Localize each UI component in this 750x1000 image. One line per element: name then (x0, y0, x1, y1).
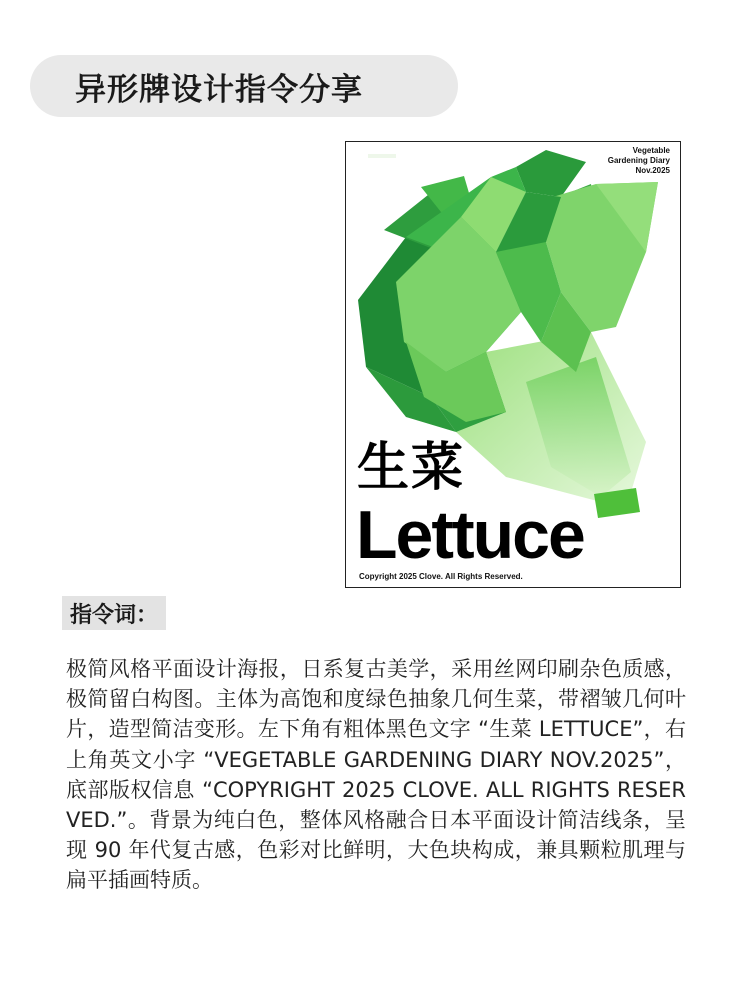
prompt-label: 指令词： (70, 602, 159, 628)
poster-subtitle-line3: Nov.2025 (635, 166, 670, 175)
prompt-text: 极简风格平面设计海报，日系复古美学，采用丝网印刷杂色质感，极简留白构图。主体为高饱和度绿色抽象几何生菜，带褶皱几何叶片，造型简洁变形。左下角有粗体黑色文字 “生菜 LETTUCE”，右上角英文小字 “VEGETABLE GARDENING DIARY NOV.2025”，底部版权信息 “COPYRIGHT 2025 CLOVE. ALL RIGHTS RESERVED.”。背景为纯白色，整体风格融合日本平面设计简洁线条，呈现 90 年代复古感，色彩对比鲜明，大色块构成，兼具颗粒肌理与扁平插画特质。 (66, 657, 686, 893)
leaf-dark-crown (516, 150, 586, 197)
poster-title-en: Lettuce (356, 497, 584, 573)
poster-image (345, 141, 681, 588)
poster-copyright: Copyright 2025 Clove. All Rights Reserved. (359, 572, 523, 581)
poster-title-cn: 生菜 (357, 438, 466, 498)
page-title: 异形牌设计指令分享 (75, 71, 363, 108)
poster-subtitle-line2: Gardening Diary (607, 156, 670, 165)
title-pill (30, 55, 458, 117)
poster-subtitle-line1: Vegetable (632, 146, 670, 155)
prompt-label-tag (62, 596, 166, 630)
poster-top-right-text (608, 146, 670, 176)
faint-mark (368, 154, 396, 158)
